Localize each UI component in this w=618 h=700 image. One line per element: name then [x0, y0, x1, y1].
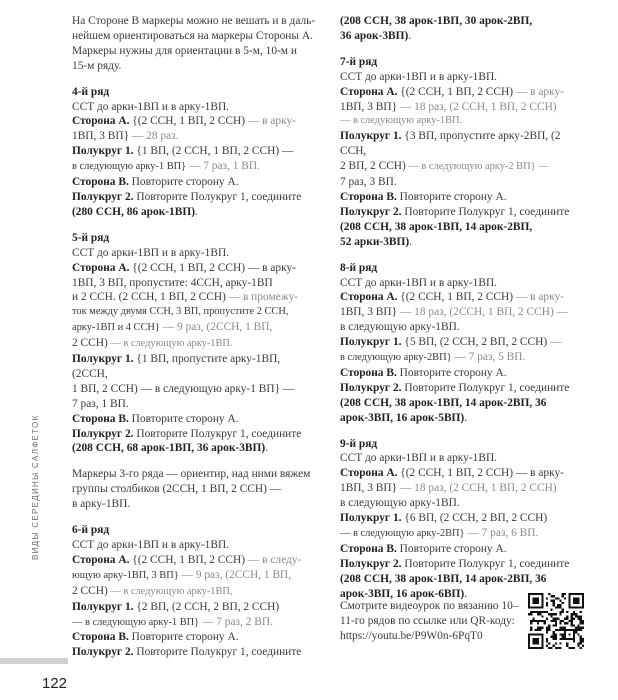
row-total-line: 52 арки-3ВП). — [340, 235, 412, 248]
row-4-section — [72, 85, 318, 220]
instruction-line: ССТ до арки-1ВП и в арку-1ВП. — [340, 276, 498, 289]
side-a-label: Сторона А. — [72, 553, 130, 566]
intro-line: 15-м ряду. — [72, 59, 122, 72]
row-5-heading: 5-й ряд — [72, 231, 110, 244]
row-8-heading: 8-й ряд — [340, 261, 378, 274]
instruction-line: арку-1ВП и 4 ССН} — 9 раз, (2ССН, 1 ВП, — [72, 321, 273, 334]
row-9-section — [340, 437, 580, 602]
instruction-line: 2 ВП, 2 ССН) — в следующую арку-2 ВП} — — [340, 160, 549, 173]
instruction-line: ССТ до арки-1ВП и в арку-1ВП. — [72, 246, 230, 259]
instruction-line: 1ВП, 3 ВП} — 18 раз, (2 ССН, 1 ВП, 2 ССН) — [340, 482, 557, 495]
row-6-total — [340, 14, 580, 44]
instruction-line: Полукруг 1. {2 ВП, (2 ССН, 2 ВП, 2 ССН) — [72, 600, 280, 613]
intro-line: На Стороне В маркеры можно не вешать и в даль- — [72, 15, 316, 27]
qr-code-graphic — [528, 593, 584, 649]
instruction-line: 1ВП, 3 ВП} — 18 раз, (2ССН, 1 ВП, 2 ССН) — — [340, 306, 569, 319]
row-8-section — [340, 261, 580, 426]
instruction-line: Сторона В. Повторите сторону А. — [340, 366, 507, 379]
semicircle-2-label: Полукруг 2. — [340, 205, 402, 218]
instruction-line: 2 ССН) — в следующую арку-1ВП, — [72, 584, 233, 597]
semicircle-1-label: Полукруг 1. — [340, 130, 402, 143]
instruction-line: ющую арку-1ВП, 3 ВП} — 9 раз, (2ССН, 1 ВП, — [72, 568, 292, 581]
row-total: (208 ССН, 38 арок-1ВП, 14 арок-2ВП, 36 — [340, 396, 547, 409]
row-total-line: арок-3ВП, 16 арок-6ВП). — [340, 587, 468, 600]
semicircle-2-label: Полукруг 2. — [72, 646, 134, 659]
sidebar-section-label: ВИДЫ СЕРЕДИНЫ САЛФЕТОК — [31, 414, 40, 560]
row-7-section — [340, 55, 580, 250]
instruction-line: Сторона В. Повторите сторону А. — [72, 412, 239, 425]
semicircle-2-label: Полукруг 2. — [72, 427, 134, 440]
instruction-line: Сторона А. {(2 ССН, 1 ВП, 2 ССН) — в арку- — [340, 467, 564, 480]
instruction-line: Сторона В. Повторите сторону А. — [72, 176, 239, 189]
instruction-line: ССТ до арки-1ВП и в арку-1ВП. — [340, 452, 498, 465]
side-b-label: Сторона В. — [340, 366, 397, 379]
row-total-line: арок-3ВП, 16 арок-5ВП). — [340, 411, 468, 424]
instruction-line: Сторона А. {(2 ССН, 1 ВП, 2 ССН) — в арку- — [340, 85, 564, 98]
side-b-label: Сторона В. — [72, 176, 129, 189]
instruction-line: (280 ССН, 86 арок-1ВП). — [72, 205, 198, 218]
video-note — [340, 599, 520, 644]
instruction-line: 1ВП, 3 ВП, пропустите: 4ССН, арку-1ВП — [72, 276, 273, 289]
instruction-line: Сторона А. {(2 ССН, 1 ВП, 2 ССН) — в арку- — [72, 115, 296, 128]
note-line: 11-го рядов по ссылке или QR-коду: — [340, 614, 515, 627]
side-a-label: Сторона А. — [72, 115, 130, 128]
intro-line: Маркеры нужны для ориентации в 5-м, 10-м и — [72, 44, 297, 57]
instruction-line: Полукруг 1. {3 ВП, пропустите арку-2ВП, (2 ССН, — [340, 130, 561, 158]
instruction-line: Сторона А. {(2 ССН, 1 ВП, 2 ССН) — в арку- — [72, 261, 296, 274]
semicircle-1-label: Полукруг 1. — [72, 600, 134, 613]
markers-note — [72, 467, 318, 512]
side-b-label: Сторона В. — [72, 412, 129, 425]
side-a-label: Сторона А. — [340, 291, 398, 304]
instruction-line: 7 раз, 1 ВП. — [72, 397, 129, 410]
page-number: 122 — [42, 675, 68, 692]
row-total: (208 ССН, 38 арок-1ВП, 14 арок-2ВП, — [340, 220, 533, 233]
side-a-label: Сторона А. — [340, 85, 398, 98]
row-6-section — [72, 523, 318, 660]
instruction-line: 2 ССН) — в следующую арку-1ВП. — [72, 337, 233, 350]
side-a-label: Сторона А. — [72, 261, 130, 274]
note-line: в арку-1ВП. — [72, 498, 131, 511]
instruction-line: в следующую арку-2ВП} — 7 раз, 5 ВП. — [340, 351, 526, 364]
note-line: Смотрите видеоурок по вязанию 10– — [340, 600, 519, 612]
instruction-line: 7 раз, 3 ВП. — [340, 176, 397, 189]
instruction-line: в следующую арку-1ВП. — [340, 497, 460, 510]
row-total: (208 ССН, 38 арок-1ВП, 30 арок-2ВП, — [340, 15, 533, 27]
left-column — [72, 14, 318, 671]
instruction-line: Полукруг 2. Повторите Полукруг 1, соедините — [72, 427, 302, 440]
row-total-line: 36 арок-3ВП). — [340, 29, 412, 42]
instruction-line: Полукруг 1. {1 ВП, (2 ССН, 1 ВП, 2 ССН) — — [72, 145, 294, 158]
row-9-heading: 9-й ряд — [340, 437, 378, 450]
intro-note — [72, 14, 318, 74]
instruction-line: ток между двумя ССН, 3 ВП, пропустите 2 ССН, — [72, 306, 289, 318]
semicircle-1-label: Полукруг 1. — [340, 512, 402, 525]
instruction-line: ССТ до арки-1ВП и в арку-1ВП. — [72, 100, 230, 113]
instruction-line: (208 ССН, 68 арок-1ВП, 36 арок-3ВП). — [72, 442, 269, 455]
instruction-line: ССТ до арки-1ВП и в арку-1ВП. — [340, 70, 498, 83]
instruction-line: Сторона В. Повторите сторону А. — [340, 542, 507, 555]
instruction-line: — в следующую арку-2ВП} — 7 раз, 6 ВП. — [340, 527, 539, 539]
intro-line: нейшем ориентироваться на маркеры Стороны А. — [72, 29, 313, 42]
right-column — [340, 14, 580, 613]
instruction-line: Сторона А. {(2 ССН, 1 ВП, 2 ССН) — в следу- — [72, 553, 302, 566]
instruction-line: Полукруг 1. {1 ВП, пропустите арку-1ВП, (2ССН, — [72, 353, 281, 380]
instruction-line: 1ВП, 3 ВП} — 18 раз, (2 ССН, 1 ВП, 2 ССН) — [340, 100, 557, 113]
row-6-heading: 6-й ряд — [72, 524, 110, 537]
row-total: (280 ССН, 86 арок-1ВП) — [72, 205, 195, 218]
instruction-line: — в следующую арку-1ВП. — [340, 115, 463, 127]
instruction-line: Полукруг 2. Повторите Полукруг 1, соедините — [340, 557, 570, 570]
row-4-heading: 4-й ряд — [72, 85, 110, 98]
row-total: (208 ССН, 68 арок-1ВП, 36 арок-3ВП) — [72, 442, 266, 455]
instruction-line: ССТ до арки-1ВП и в арку-1ВП. — [72, 539, 230, 551]
side-b-label: Сторона В. — [340, 542, 397, 555]
note-line: Маркеры 3-го ряда — ориентир, над ними вяжем — [72, 468, 311, 481]
page-edge-bar — [0, 658, 68, 664]
semicircle-1-label: Полукруг 1. — [72, 353, 134, 366]
instruction-line: Полукруг 2. Повторите Полукруг 1, соедините — [340, 205, 570, 218]
instruction-line: Сторона В. Повторите сторону А. — [72, 631, 239, 644]
row-total: (208 ССН, 38 арок-1ВП, 14 арок-2ВП, 36 — [340, 572, 547, 585]
instruction-line: Полукруг 1. {5 ВП, (2 ССН, 2 ВП, 2 ССН) — — [340, 336, 562, 349]
semicircle-1-label: Полукруг 1. — [72, 145, 134, 158]
instruction-line: Полукруг 2. Повторите Полукруг 1, соедините — [72, 646, 302, 659]
side-b-label: Сторона В. — [340, 190, 397, 203]
instruction-line: в следующую арку-1ВП. — [340, 321, 460, 334]
row-5-section — [72, 231, 318, 457]
instruction-line: — в следующую арку-1 ВП} — 7 раз, 2 ВП. — [72, 615, 273, 628]
instruction-line: Сторона А. {(2 ССН, 1 ВП, 2 ССН) — в арку- — [340, 291, 564, 304]
semicircle-2-label: Полукруг 2. — [340, 381, 402, 394]
row-7-heading: 7-й ряд — [340, 55, 378, 68]
side-a-label: Сторона А. — [340, 467, 398, 480]
instruction-line: в следующую арку-1 ВП} — 7 раз, 1 ВП. — [72, 160, 260, 173]
instruction-line: Полукруг 2. Повторите Полукруг 1, соедините — [340, 381, 570, 394]
note-line: группы столбиков (2ССН, 1 ВП, 2 ССН) — — [72, 483, 282, 496]
instruction-line: Сторона В. Повторите сторону А. — [340, 190, 507, 203]
side-b-label: Сторона В. — [72, 631, 129, 644]
instruction-line: 1 ВП, 2 ССН) — в следующую арку-1 ВП} — — [72, 382, 295, 395]
instruction-line: 1ВП, 3 ВП} — 28 раз. — [72, 130, 179, 143]
instruction-line: и 2 ССН. (2 ССН, 1 ВП, 2 ССН) — в промежу- — [72, 291, 299, 304]
qr-code-icon[interactable] — [528, 593, 584, 649]
semicircle-2-label: Полукруг 2. — [340, 557, 402, 570]
semicircle-1-label: Полукруг 1. — [340, 336, 402, 349]
instruction-line: Полукруг 1. {6 ВП, (2 ССН, 2 ВП, 2 ССН) — [340, 512, 548, 525]
instruction-line: Полукруг 2. Повторите Полукруг 1, соедините — [72, 190, 302, 203]
video-link[interactable]: https://youtu.be/P9W0n-6PqT0 — [340, 629, 483, 642]
semicircle-2-label: Полукруг 2. — [72, 190, 134, 203]
